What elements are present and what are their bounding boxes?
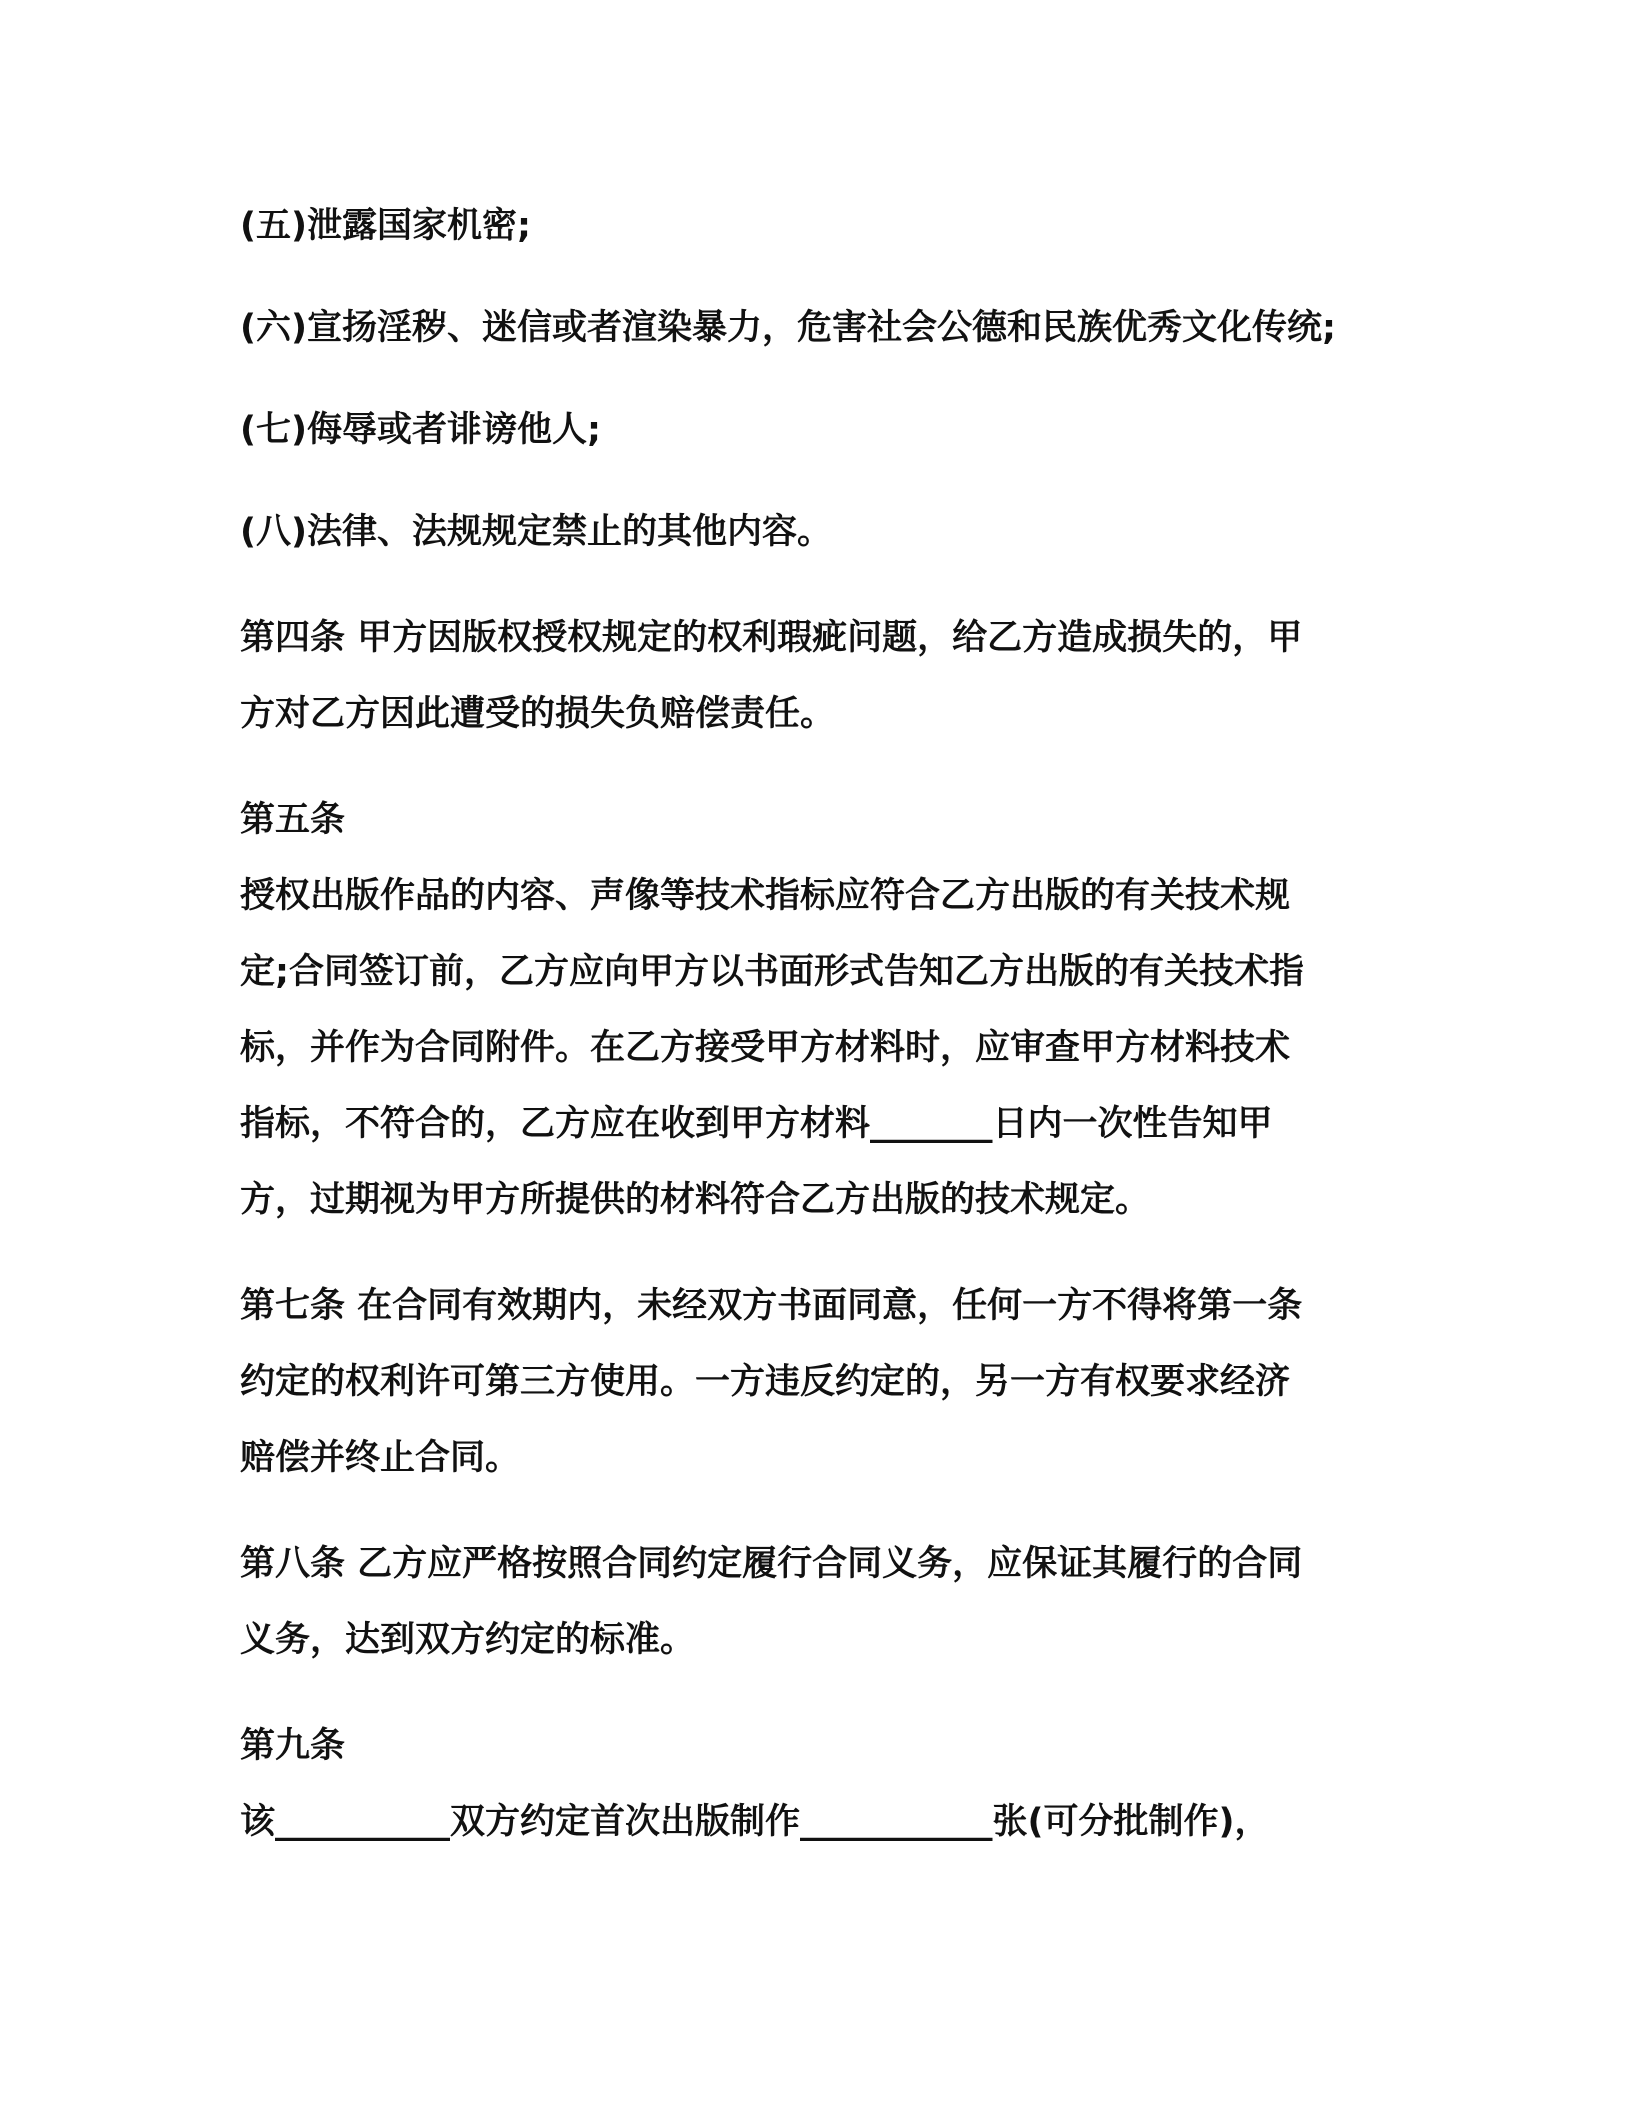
article-5-line: 方，过期视为甲方所提供的材料符合乙方出版的技术规定。 (240, 1180, 1151, 1220)
article-7-line: 约定的权利许可第三方使用。一方违反约定的，另一方有权要求经济 (240, 1362, 1291, 1402)
article-4-line: 第四条 甲方因版权授权规定的权利瑕疵问题，给乙方造成损失的，甲 (240, 618, 1303, 658)
article-5-line: 指标，不符合的，乙方应在收到甲方材料_______日内一次性告知甲 (240, 1104, 1273, 1144)
clause-item-6: (六)宣扬淫秽、迷信或者渲染暴力，危害社会公德和民族优秀文化传统; (240, 308, 1336, 348)
clause-item-5: (五)泄露国家机密; (240, 206, 531, 246)
article-8-line: 第八条 乙方应严格按照合同约定履行合同义务，应保证其履行的合同 (240, 1544, 1303, 1584)
article-8-line: 义务，达到双方约定的标准。 (240, 1620, 696, 1660)
article-8 (240, 1526, 1400, 1678)
article-7-line: 第七条 在合同有效期内，未经双方书面同意，任何一方不得将第一条 (240, 1286, 1303, 1326)
article-5-line: 定;合同签订前，乙方应向甲方以书面形式告知乙方出版的有关技术指 (240, 952, 1304, 992)
article-5-line: 授权出版作品的内容、声像等技术指标应符合乙方出版的有关技术规 (240, 876, 1291, 916)
article-7 (240, 1268, 1400, 1496)
article-4 (240, 600, 1400, 752)
article-9-line: 该__________双方约定首次出版制作___________张(可分批制作)， (240, 1802, 1270, 1842)
article-7-line: 赔偿并终止合同。 (240, 1438, 521, 1478)
article-5 (240, 782, 1400, 1238)
clause-item-8: (八)法律、法规规定禁止的其他内容。 (240, 512, 832, 552)
article-9 (240, 1708, 1400, 1860)
document-body (240, 188, 1400, 1860)
article-5-heading: 第五条 (240, 800, 346, 840)
article-4-line: 方对乙方因此遭受的损失负赔偿责任。 (240, 694, 836, 734)
article-9-heading: 第九条 (240, 1726, 346, 1766)
clause-item-7: (七)侮辱或者诽谤他人; (240, 410, 601, 450)
article-5-line: 标，并作为合同附件。在乙方接受甲方材料时，应审查甲方材料技术 (240, 1028, 1291, 1068)
